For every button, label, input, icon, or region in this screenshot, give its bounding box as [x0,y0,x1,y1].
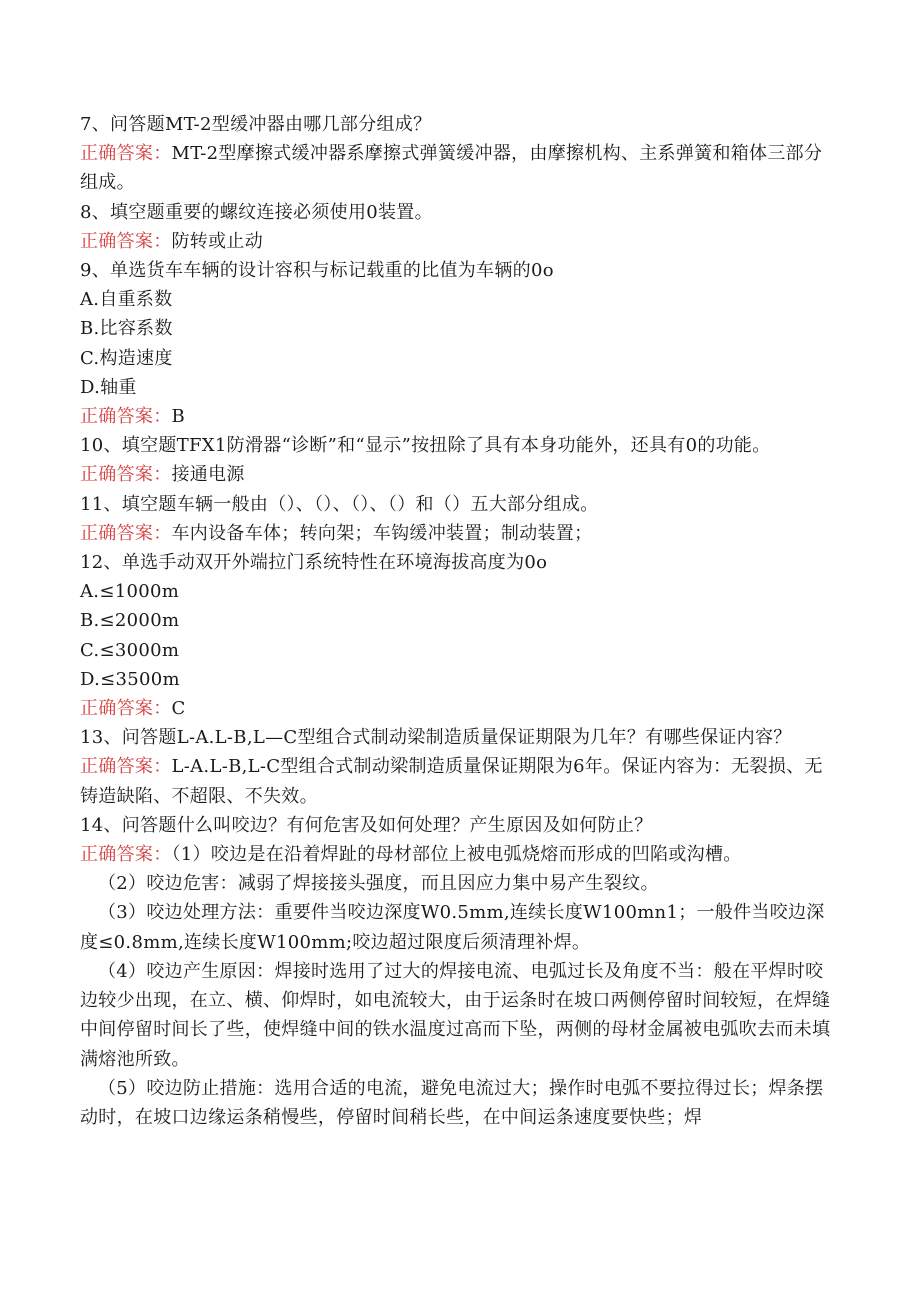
answer-text: 车内设备车体；转向架；车钩缓冲装置；制动装置； [171,522,593,544]
answer-label: 正确答案： [80,698,172,720]
answer-11 [80,519,840,548]
question-14: 14、问答题什么叫咬边？有何危害及如何处理？产生原因及如何防止？ [80,814,653,836]
answer-13 [80,752,840,810]
question-11: 11、填空题车辆一般由（）、（）、（）、（）和（）五大部分组成。 [80,493,599,515]
answer-label: 正确答案： [80,844,172,866]
answer-paragraph: （2）咬边危害：减弱了焊接接头强度，而且因应力集中易产生裂纹。 [98,873,659,895]
answer-label: 正确答案： [80,756,172,778]
answer-8 [80,227,840,256]
question-7: 7、问答题MT-2型缓冲器由哪几部分组成？ [80,114,432,135]
answer-label: 正确答案： [80,143,172,165]
answer-text: 防转或止动 [171,230,263,252]
answer-label: 正确答案： [80,406,172,428]
answer-label: 正确答案： [80,230,172,252]
answer-paragraph: （4）咬边产生原因：焊接时选用了过大的焊接电流、电弧过长及角度不当：般在平焊时咬边较少出现，在立、横、仰焊时，如电流较大，由于运条时在坡口两侧停留时间较短，在焊缝中间停留时间长了些，使焊缝中间的铁水温度过高而下坠，两侧的母材金属被电弧吹去而未填满熔池所致。 [80,960,831,1070]
question-10: 10、填空题TFX1防滑器“诊断”和“显示”按扭除了具有本身功能外，还具有0的功能。 [80,435,771,457]
answer-paragraph: （5）咬边防止措施：选用合适的电流，避免电流过大；操作时电弧不要拉得过长；焊条摆动时，在坡口边缘运条稍慢些，停留时间稍长些，在中间运条速度要快些；焊 [80,1077,824,1128]
answer-text: MT-2型摩擦式缓冲器系摩擦式弹簧缓冲器，由摩擦机构、主系弹簧和箱体三部分组成。 [80,143,823,194]
answer-text: B [171,406,186,428]
answer-text: C [171,698,186,720]
document-page [80,110,840,1132]
answer-12 [80,694,840,723]
option-c: C.构造速度 [80,347,173,369]
answer-label: 正确答案： [80,464,172,486]
answer-7 [80,139,840,197]
answer-text: （1）咬边是在沿着焊趾的母材部位上被电弧烧熔而形成的凹陷或沟槽。 [171,844,742,866]
option-a: A.≤1000m [80,581,180,603]
answer-9 [80,402,840,431]
answer-14 [80,840,840,869]
answer-text: 接通电源 [171,464,245,486]
option-a: A.自重系数 [80,289,173,311]
question-8: 8、填空题重要的螺纹连接必须使用0装置。 [80,201,433,223]
option-b: B.比容系数 [80,318,173,340]
answer-10 [80,460,840,489]
question-12: 12、单选手动双开外端拉门系统特性在环境海拔高度为0o [80,552,548,574]
answer-paragraph: （3）咬边处理方法：重要件当咬边深度W0.5mm,连续长度W100mn1；一般件当咬边深度≤0.8mm,连续长度W100mm;咬边超过限度后须清理补焊。 [80,902,825,953]
option-d: D.≤3500m [80,668,180,690]
question-9: 9、单选货车车辆的设计容积与标记载重的比值为车辆的0o [80,260,554,282]
option-c: C.≤3000m [80,639,180,661]
question-13: 13、问答题L-A.L-B,L—C型组合式制动梁制造质量保证期限为几年？有哪些保证内容？ [80,727,792,749]
answer-label: 正确答案： [80,522,172,544]
answer-text: L-A.L-B,L-C型组合式制动梁制造质量保证期限为6年。保证内容为：无裂损、无铸造缺陷、不超限、不失效。 [80,756,823,807]
option-b: B.≤2000m [80,610,180,632]
option-d: D.轴重 [80,376,137,398]
